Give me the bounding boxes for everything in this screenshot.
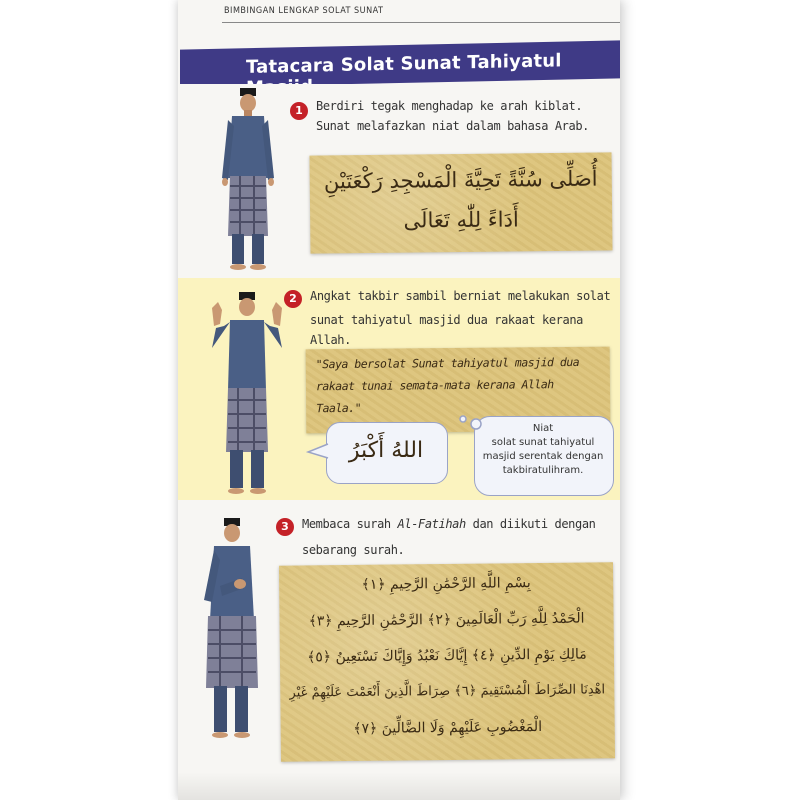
step-3-line-1 — [302, 514, 595, 534]
step-1-line-1: Berdiri tegak menghadap ke arah kiblat. — [316, 99, 583, 113]
thought-line: takbiratulihram. — [502, 465, 584, 476]
step-3-text-prefix: Membaca surah — [302, 517, 398, 531]
standing-man-illustration — [218, 86, 280, 272]
step-number-badge: 2 — [284, 290, 302, 308]
step-2-line-1: Angkat takbir sambil berniat melakukan solat — [310, 289, 611, 303]
fatihah-verse-line: الْحَمْدُ لِلَّهِ رَبِّ الْعَالَمِينَ ﴿٢﴾ الرَّحْمَٰنِ الرَّحِيمِ ﴿٣﴾ — [308, 610, 585, 630]
arabic-niat-line: أَدَاءً لِلّٰهِ تَعَالَى — [403, 207, 519, 233]
step-3-text-italic: Al-Fatihah — [397, 517, 466, 531]
page-title: Tatacara Solat Sunat Tahiyatul — [246, 50, 562, 78]
step-3-section — [178, 502, 620, 800]
arabic-niat-line: أُصَلِّى سُنَّةً تَحِيَّةَ الْمَسْجِدِ رَكْعَتَيْنِ — [323, 166, 598, 194]
thought-line: solat sunat tahiyatul — [491, 437, 595, 448]
step-2-line-2: sunat tahiyatul masjid dua rakaat kerana Allah. — [310, 313, 583, 347]
header-rule — [222, 22, 620, 23]
fatihah-verse-line: بِسْمِ اللَّهِ الرَّحْمَٰنِ الرَّحِيمِ ﴿١﴾ — [361, 575, 531, 593]
fatihah-verse-line: اهْدِنَا الصِّرَاطَ الْمُسْتَقِيمَ ﴿٦﴾ صِرَاطَ الَّذِينَ أَنْعَمْتَ عَلَيْهِمْ غَيْرِ — [289, 682, 606, 701]
page-bottom-shadow — [178, 772, 620, 800]
fatihah-verse-line: الْمَغْضُوبِ عَلَيْهِمْ وَلَا الضَّالِّينَ ﴿٧﴾ — [353, 719, 543, 737]
fatihah-verse-line: مَالِكِ يَوْمِ الدِّينِ ﴿٤﴾ إِيَّاكَ نَعْبُدُ وَإِيَّاكَ نَسْتَعِينُ ﴿٥﴾ — [307, 646, 587, 666]
thought-line: Niat — [532, 423, 554, 434]
step-2-section — [178, 278, 620, 500]
step-1-section — [178, 84, 620, 274]
niat-translation-line: Taala." — [316, 400, 362, 416]
qiyam-man-illustration — [198, 516, 266, 742]
takbir-arabic-text: اللهُ أَكْبَرُ — [348, 438, 424, 463]
step-1-line-2: Sunat melafazkan niat dalam bahasa Arab. — [316, 119, 589, 133]
step-3-line-2: sebarang surah. — [302, 543, 405, 557]
book-page — [178, 0, 620, 800]
niat-translation-line: "Saya bersolat Sunat tahiyatul masjid dua — [315, 354, 580, 372]
step-3-text-suffix: dan diikuti dengan — [465, 517, 596, 531]
thought-line: masjid serentak dengan — [482, 451, 604, 462]
step-number-badge: 1 — [290, 102, 308, 120]
al-fatihah-panel — [279, 562, 615, 761]
running-header: BIMBINGAN LENGKAP SOLAT SUNAT — [224, 6, 384, 16]
niat-arabic-panel — [309, 152, 612, 253]
step-number-badge: 3 — [276, 518, 294, 536]
niat-translation-line: rakaat tunai semata-mata kerana Allah — [315, 377, 554, 394]
takbir-man-illustration — [204, 286, 290, 498]
